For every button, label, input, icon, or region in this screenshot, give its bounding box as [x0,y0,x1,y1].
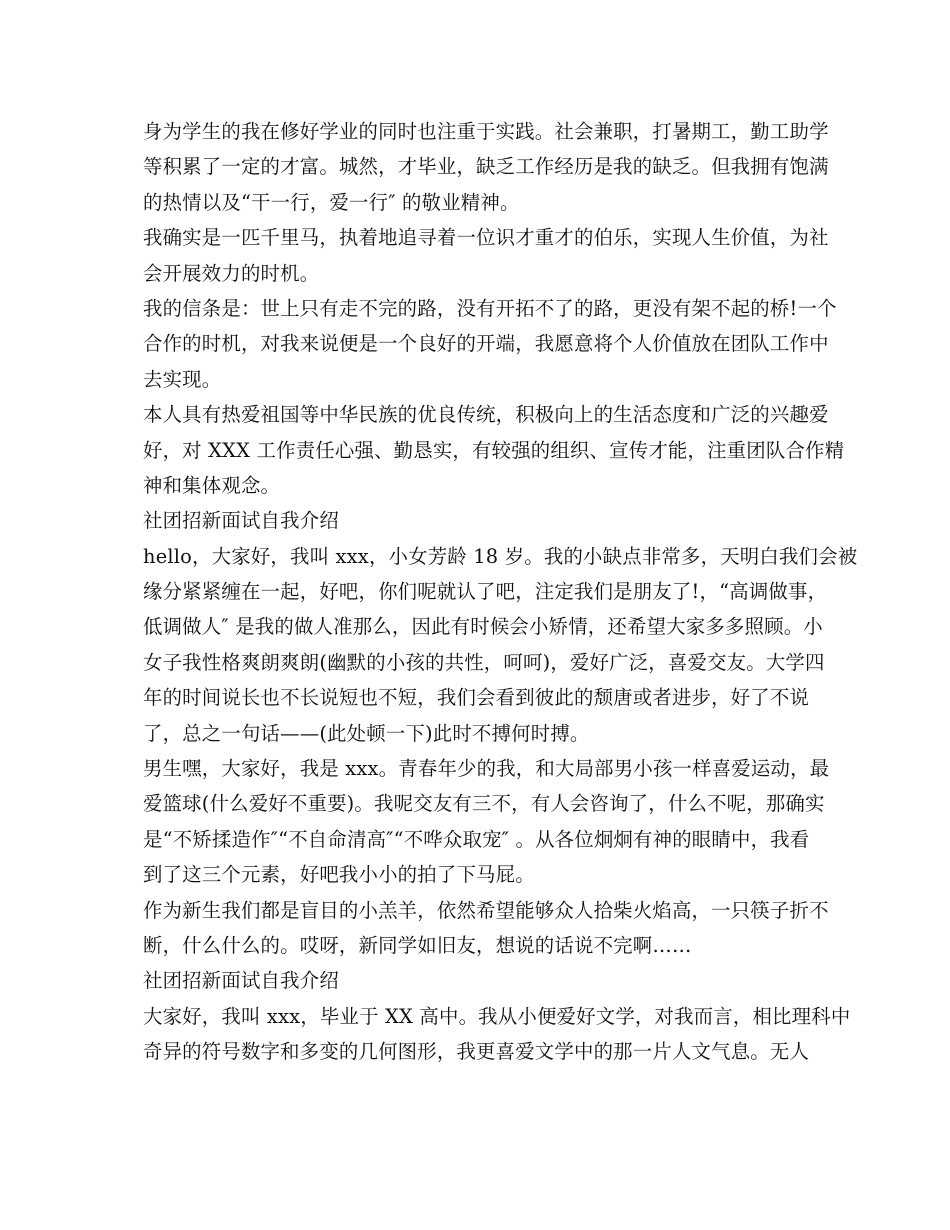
text-line: 年的时间说长也不长说短也不短，我们会看到彼此的颓唐或者进步，好了不说 [143,686,810,710]
text-line: 我确实是一匹千里马，执着地追寻着一位识才重才的伯乐，实现人生价值，为社 [143,226,829,250]
text-line: hello，大家好，我叫 xxx，小女芳龄 18 岁。我的小缺点非常多，天明白我们会被 [143,544,858,568]
text-line: 我的信条是：世上只有走不完的路，没有开拓不了的路，更没有架不起的桥!一个 [143,296,837,320]
text-line: 的热情以及“干一行，爱一行″ 的敬业精神。 [143,190,520,214]
text-line: 爱篮球(什么爱好不重要)。我呢交友有三不，有人会咨询了，什么不呢，那确实 [143,792,825,816]
text-line: 奇异的符号数字和多变的几何图形，我更喜爱文学中的那一片人文气息。无人 [143,1040,810,1064]
text-line: 作为新生我们都是盲目的小羔羊，依然希望能够众人拾柴火焰高，一只筷子折不 [143,898,829,922]
text-line: 了，总之一句话——(此处顿一下)此时不搏何时搏。 [143,721,590,745]
text-line: 去实现。 [143,367,222,391]
text-line: 低调做人″ 是我的做人准那么，因此有时候会小矫情，还希望大家多多照顾。小 [143,615,823,639]
text-line: 是“不矫揉造作″“不自命清高″“不哗众取宠″ 。从各位炯炯有神的眼睛中，我看 [143,827,810,851]
section-heading: 社团招新面试自我介绍 [143,969,339,993]
text-line: 神和集体观念。 [143,473,281,497]
text-line: 断，什么什么的。哎呀，新同学如旧友，想说的话说不完啊…… [143,933,692,957]
text-line: 到了这三个元素，好吧我小小的拍了下马屁。 [143,863,535,887]
text-line: 大家好，我叫 xxx，毕业于 XX 高中。我从小便爱好文学，对我而言，相比理科中 [143,1004,851,1028]
text-line: 合作的时机，对我来说便是一个良好的开端，我愿意将个人价值放在团队工作中 [143,332,829,356]
text-line: 女子我性格爽朗爽朗(幽默的小孩的共性，呵呵)，爱好广泛，喜爱交友。大学四 [143,650,825,674]
text-line: 缘分紧紧缠在一起，好吧，你们呢就认了吧，注定我们是朋友了!，“高调做事， [143,580,828,604]
text-line: 等积累了一定的才富。城然，才毕业，缺乏工作经历是我的缺乏。但我拥有饱满 [143,155,829,179]
text-line: 会开展效力的时机。 [143,261,320,285]
document-body [143,114,858,1070]
text-line: 男生嘿，大家好，我是 xxx。青春年少的我，和大局部男小孩一样喜爱运动，最 [143,757,830,781]
text-line: 身为学生的我在修好学业的同时也注重于实践。社会兼职，打暑期工，勤工助学 [143,120,829,143]
text-line: 好，对 XXX 工作责任心强、勤恳实，有较强的组织、宣传才能，注重团队合作精 [143,438,845,462]
text-line: 本人具有热爱祖国等中华民族的优良传统，积极向上的生活态度和广泛的兴趣爱 [143,403,829,427]
section-heading: 社团招新面试自我介绍 [143,509,339,533]
